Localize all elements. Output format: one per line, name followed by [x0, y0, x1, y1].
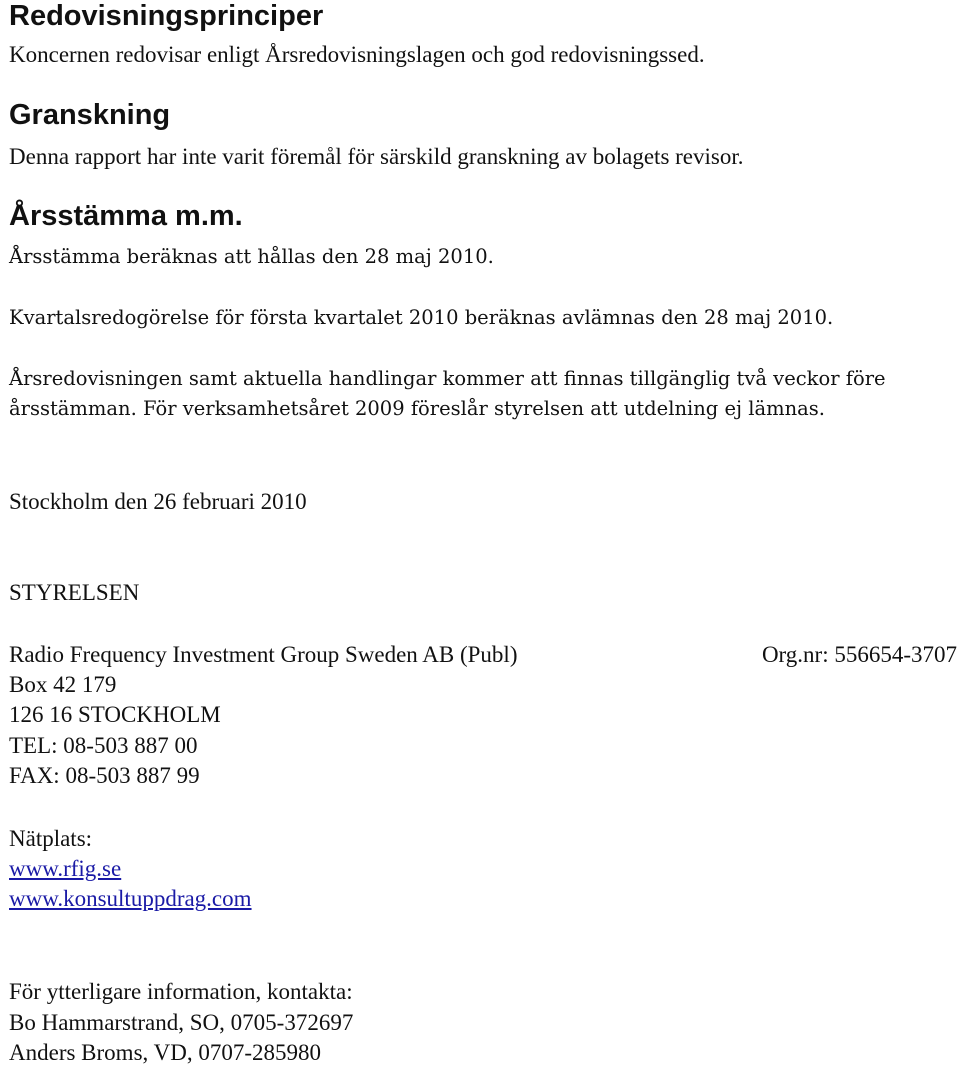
- fax-number: FAX: 08-503 887 99: [9, 763, 200, 788]
- org-number: Org.nr: 556654-3707: [761, 642, 957, 667]
- heading-arsstamma: Årsstämma m.m.: [9, 200, 243, 232]
- quarterly-report-text: Kvartalsredogörelse för första kvartalet 2010 beräknas avlämnas den 28 maj 2010.: [9, 306, 834, 329]
- phone-number: TEL: 08-503 887 00: [9, 733, 198, 758]
- website-label: Nätplats:: [9, 826, 93, 851]
- heading-granskning: Granskning: [9, 99, 171, 131]
- website-link-rfig-row: [9, 854, 121, 884]
- agm-date-text: Årsstämma beräknas att hållas den 28 maj 2010.: [9, 245, 494, 268]
- website-link-konsultuppdrag-row: [9, 884, 252, 914]
- company-name: Radio Frequency Investment Group Sweden AB (Publ): [9, 642, 518, 667]
- annual-report-text-line1: Årsredovisningen samt aktuella handlingar kommer att finnas tillgänglig två veckor före: [9, 367, 886, 390]
- contact-label: För ytterligare information, kontakta:: [9, 979, 353, 1004]
- place-date: Stockholm den 26 februari 2010: [9, 489, 307, 514]
- principles-text: Koncernen redovisar enligt Årsredovisningslagen och god redovisningssed.: [9, 42, 705, 67]
- address-postal: 126 16 STOCKHOLM: [9, 702, 221, 727]
- contact-person: Bo Hammarstrand, SO, 0705-372697: [9, 1010, 354, 1035]
- contact-person: Anders Broms, VD, 0707-285980: [9, 1040, 321, 1065]
- website-link-rfig[interactable]: www.rfig.se: [9, 856, 122, 881]
- address-box: Box 42 179: [9, 672, 117, 697]
- annual-report-text-line2: årsstämman. För verksamhetsåret 2009 föreslår styrelsen att utdelning ej lämnas.: [9, 397, 826, 420]
- heading-redovisningsprinciper: Redovisningsprinciper: [9, 0, 324, 32]
- board-signature: STYRELSEN: [9, 580, 140, 605]
- review-text: Denna rapport har inte varit föremål för särskild granskning av bolagets revisor.: [9, 144, 744, 169]
- website-link-konsultuppdrag[interactable]: www.konsultuppdrag.com: [9, 886, 252, 911]
